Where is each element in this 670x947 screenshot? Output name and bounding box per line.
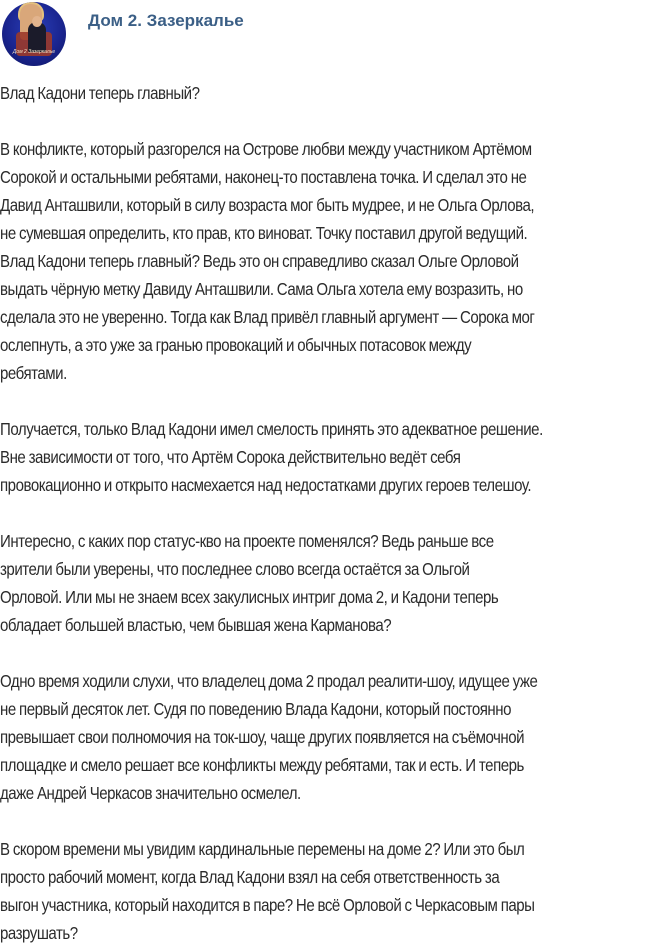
text-line: выдать чёрную метку Давиду Анташвили. Сама Ольга хотела ему возразить, но — [0, 279, 523, 299]
text-line: просто рабочий момент, когда Влад Кадони взял на себя ответственность за — [0, 867, 500, 887]
paragraph-gap — [0, 639, 670, 667]
text-line: Сорокой и остальными ребятами, наконец-то поставлена точка. И сделал это не — [0, 167, 527, 187]
text-line: зрители были уверены, что последнее слово всегда остаётся за Ольгой — [0, 559, 470, 579]
text-line: разрушать? — [0, 923, 78, 943]
text-line: площадке и смело решает все конфликты между ребятами, так и есть. И теперь — [0, 755, 524, 775]
post-paragraph — [0, 527, 670, 639]
text-line: сделала это не уверенно. Тогда как Влад привёл главный аргумент — Сорока мог — [0, 307, 535, 327]
paragraph-gap — [0, 387, 670, 415]
post-text — [0, 79, 670, 947]
text-line: Давид Анташвили, который в силу возраста мог быть мудрее, и не Ольга Орлова, — [0, 195, 535, 215]
text-line: Орловой. Или мы не знаем всех закулисных интриг дома 2, и Кадони теперь — [0, 587, 499, 607]
paragraph-gap — [0, 107, 670, 135]
text-line: Одно время ходили слухи, что владелец дома 2 продал реалити-шоу, идущее уже — [0, 671, 538, 691]
group-name-link[interactable]: Дом 2. Зазеркалье — [88, 11, 244, 30]
paragraph-gap — [0, 499, 670, 527]
avatar-image-detail — [32, 16, 42, 27]
text-line: не первый десяток лет. Судя по поведению Влада Кадони, который постоянно — [0, 699, 512, 719]
avatar-caption: Дом 2 Зазеркалье — [12, 49, 56, 55]
post-paragraph — [0, 667, 670, 807]
post-paragraph — [0, 415, 670, 499]
text-line: ослепнуть, а это уже за гранью провокаций и обычных потасовок между — [0, 335, 472, 355]
post-header — [0, 0, 670, 70]
text-line: Получается, только Влад Кадони имел смелость принять это адекватное решение. — [0, 419, 543, 439]
text-line: Влад Кадони теперь главный? — [0, 83, 200, 103]
text-line: ребятами. — [0, 363, 67, 383]
text-line: Влад Кадони теперь главный? Ведь это он справедливо сказал Ольге Орловой — [0, 251, 519, 271]
text-line: не сумевшая определить, кто прав, кто виноват. Точку поставил другой ведущий. — [0, 223, 528, 243]
post-paragraph — [0, 135, 670, 387]
text-line: Интересно, с каких пор статус-кво на проекте поменялся? Ведь раньше все — [0, 531, 494, 551]
text-line: В скором времени мы увидим кардинальные перемены на доме 2? Или это был — [0, 839, 525, 859]
post-paragraph — [0, 835, 670, 947]
group-avatar[interactable] — [2, 2, 66, 66]
text-line: превышает свои полномочия на ток-шоу, чаще других появляется на съёмочной — [0, 727, 525, 747]
text-line: даже Андрей Черкасов значительно осмелел. — [0, 783, 301, 803]
text-line: выгон участника, который находится в паре? Не всё Орловой с Черкасовым пары — [0, 895, 535, 915]
text-line: В конфликте, который разгорелся на Острове любви между участником Артёмом — [0, 139, 532, 159]
text-line: провокационно и открыто насмехается над недостатками других героев телешоу. — [0, 475, 532, 495]
text-line: Вне зависимости от того, что Артём Сорока действительно ведёт себя — [0, 447, 461, 467]
paragraph-gap — [0, 807, 670, 835]
post-paragraph — [0, 79, 670, 107]
text-line: обладает большей властью, чем бывшая жена Карманова? — [0, 615, 392, 635]
